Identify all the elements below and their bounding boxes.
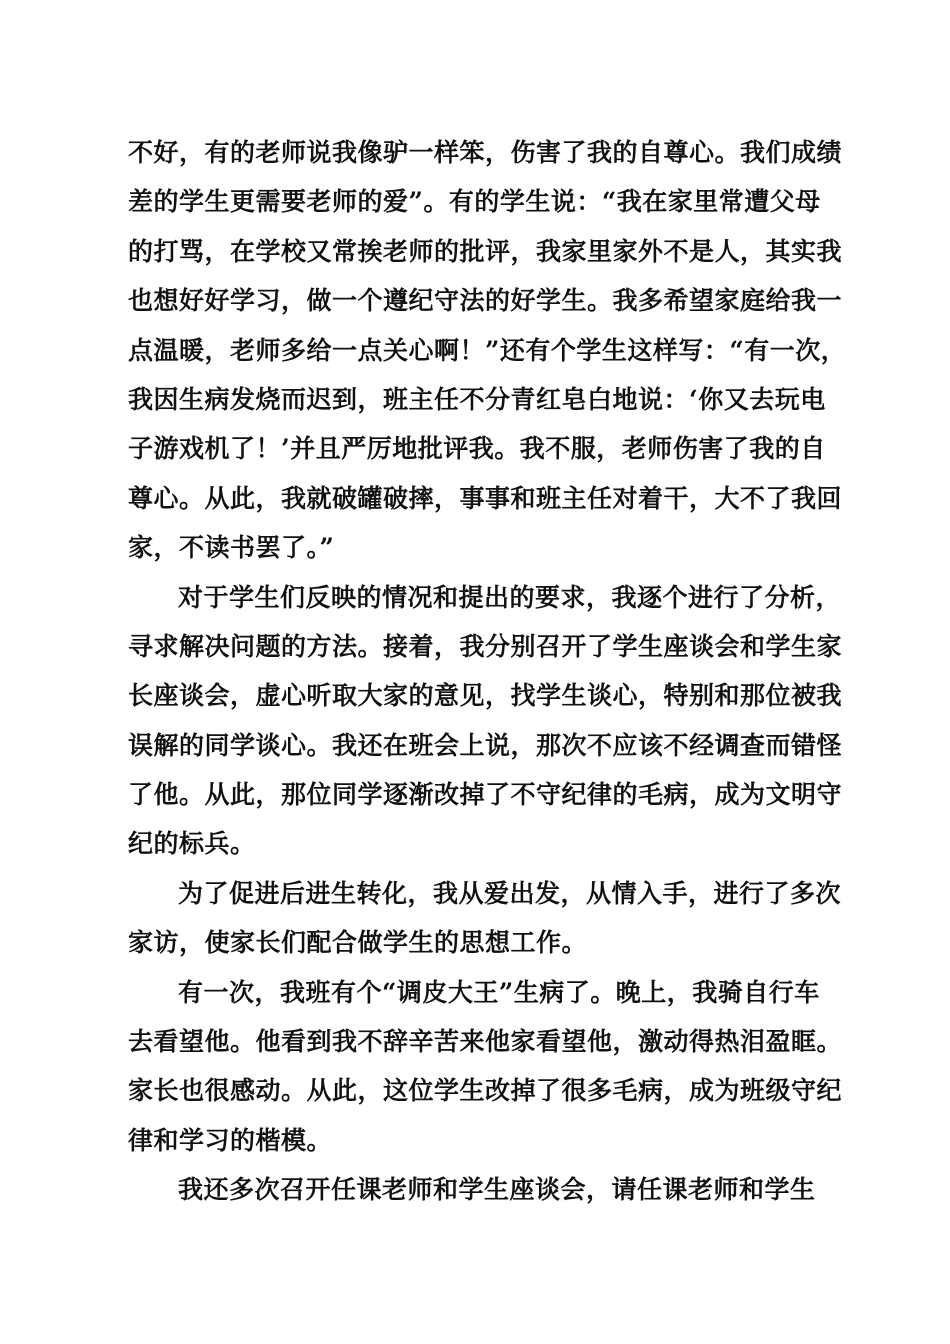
text-line: 家长也很感动。从此，这位学生改掉了很多毛病，成为班级守纪 xyxy=(128,1076,843,1106)
text-line: 尊心。从此，我就破罐破摔，事事和班主任对着干，大不了我回 xyxy=(128,483,843,513)
body-text xyxy=(128,128,847,1215)
text-line: 不好，有的老师说我像驴一样笨，伤害了我的自尊心。我们成绩 xyxy=(128,138,843,167)
paragraph-start-line: 对于学生们反映的情况和提出的要求，我逐个进行了分析， xyxy=(178,582,842,612)
text-line: 我因生病发烧而迟到，班主任不分青红皂白地说：‘你又去玩电 xyxy=(128,384,826,414)
text-line: 误解的同学谈心。我还在班会上说，那次不应该不经调查而错怪 xyxy=(128,730,843,760)
text-line: 长座谈会，虚心听取大家的意见，找学生谈心，特别和那位被我 xyxy=(128,681,843,711)
text-line: 纪的标兵。 xyxy=(128,829,256,859)
paragraph-start-line: 为了促进后进生转化，我从爱出发，从情入手，进行了多次 xyxy=(178,878,842,908)
text-line: 的打骂，在学校又常挨老师的批评，我家里家外不是人，其实我 xyxy=(128,236,843,266)
text-line: 差的学生更需要老师的爱”。有的学生说：“我在家里常遭父母 xyxy=(128,187,821,217)
text-line: 了他。从此，那位同学逐渐改掉了不守纪律的毛病，成为文明守 xyxy=(128,780,843,810)
text-line: 家，不读书罢了。” xyxy=(128,533,335,563)
text-line: 寻求解决问题的方法。接着，我分别召开了学生座谈会和学生家 xyxy=(128,631,843,661)
text-line: 点温暖，老师多给一点关心啊！”还有个学生这样写：“有一次， xyxy=(128,335,847,365)
paragraph-start-line: 我还多次召开任课老师和学生座谈会，请任课老师和学生 xyxy=(178,1175,816,1205)
text-line: 子游戏机了！’并且严厉地批评我。我不服，老师伤害了我的自 xyxy=(128,434,826,464)
text-line: 家访，使家长们配合做学生的思想工作。 xyxy=(128,928,588,958)
text-line: 律和学习的楷模。 xyxy=(128,1125,333,1155)
text-line: 去看望他。他看到我不辞辛苦来他家看望他，激动得热泪盈眶。 xyxy=(128,1027,843,1057)
text-line: 也想好好学习，做一个遵纪守法的好学生。我多希望家庭给我一 xyxy=(128,286,843,316)
paragraph-start-line: 有一次，我班有个“调皮大王”生病了。晚上，我骑自行车 xyxy=(178,977,820,1007)
